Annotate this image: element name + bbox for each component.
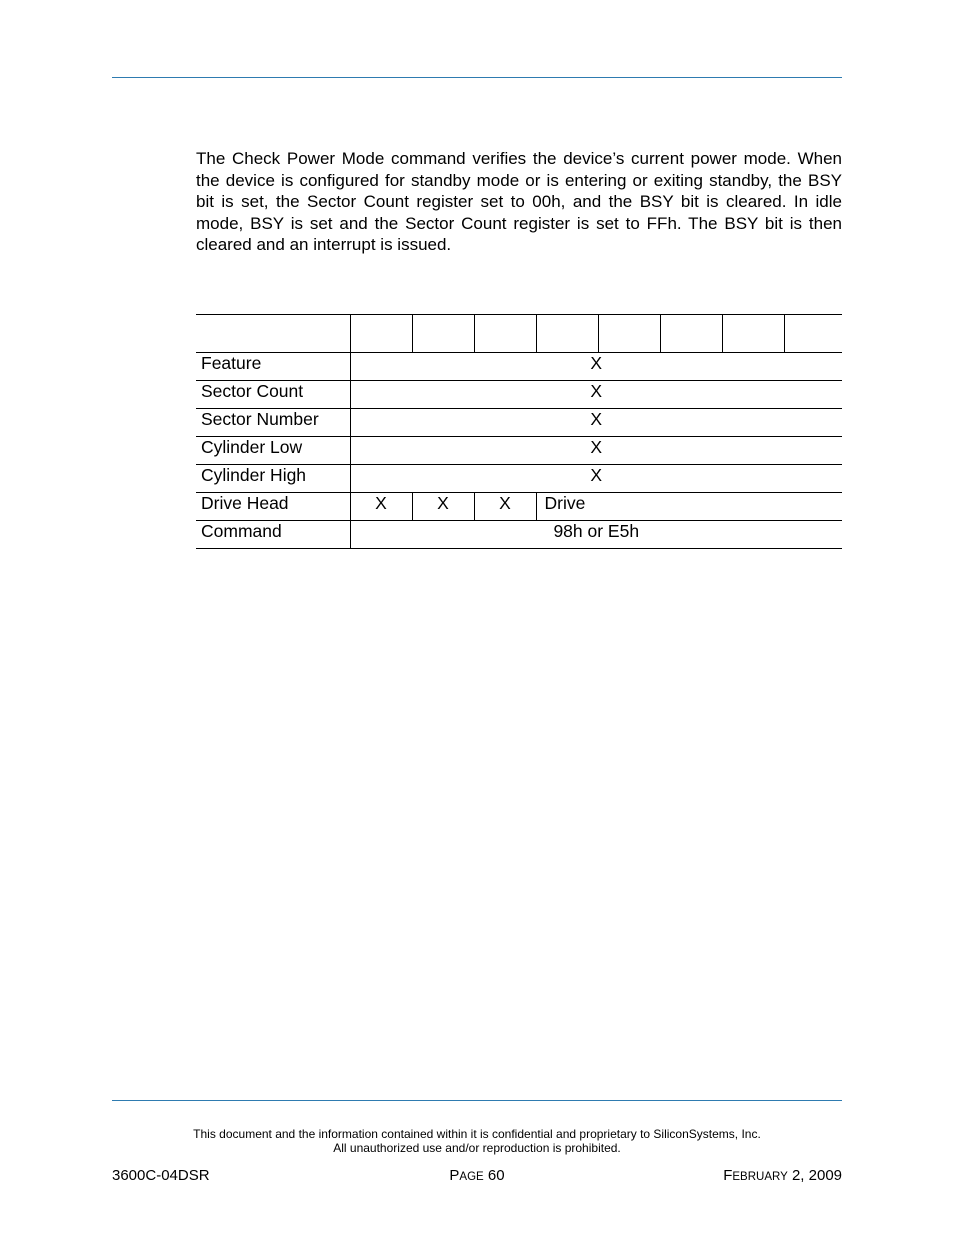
- confidentiality-line-1: This document and the information contained within it is confidential and proprietary to SiliconSystems, Inc.: [193, 1127, 761, 1141]
- footer-rule: [112, 1100, 842, 1101]
- row-value: X: [350, 409, 842, 437]
- date-month-rest: EBRUARY: [732, 1171, 788, 1183]
- table-row-command: [196, 521, 842, 549]
- header-rule: [112, 77, 842, 78]
- drive-head-bit6: X: [412, 493, 474, 521]
- header-cell-bit3: [598, 315, 660, 353]
- date-tail: 2, 2009: [791, 1167, 842, 1184]
- confidentiality-line-2: All unauthorized use and/or reproduction is prohibited.: [333, 1140, 621, 1155]
- confidentiality-notice: [0, 1128, 954, 1155]
- row-value: X: [350, 437, 842, 465]
- header-cell-bit1: [722, 315, 784, 353]
- row-label: Feature: [196, 353, 350, 381]
- page-label-cap: P: [449, 1167, 460, 1184]
- drive-head-bit7: X: [350, 493, 412, 521]
- row-value: X: [350, 353, 842, 381]
- row-label: Cylinder High: [196, 465, 350, 493]
- header-cell-bit2: [660, 315, 722, 353]
- body-paragraph: The Check Power Mode command verifies the device’s current power mode. When the device is configured for standby mode or is entering or exiting standby, the BSY bit is set, the Sector Count register set to 00h, and the BSY bit is cleared. In idle mode, BSY is set and the Sector Count register is set to FFh. The BSY bit is then cleared and an interrupt is issued.: [196, 149, 842, 254]
- register-table: [196, 314, 842, 549]
- table-row-drive-head: [196, 493, 842, 521]
- page-label-rest: AGE: [459, 1171, 484, 1183]
- header-cell-bit6: [412, 315, 474, 353]
- row-value: X: [350, 465, 842, 493]
- header-cell-bit7: [350, 315, 412, 353]
- header-cell-bit0: [784, 315, 842, 353]
- header-cell-register: [196, 315, 350, 353]
- table-row: [196, 465, 842, 493]
- row-label: Command: [196, 521, 350, 549]
- table-row: [196, 353, 842, 381]
- row-label: Sector Count: [196, 381, 350, 409]
- table-row: [196, 381, 842, 409]
- drive-head-drive: Drive: [536, 493, 842, 521]
- table-row: [196, 437, 842, 465]
- drive-head-bit5: X: [474, 493, 536, 521]
- document-date: [723, 1167, 842, 1184]
- row-label: Sector Number: [196, 409, 350, 437]
- header-cell-bit4: [536, 315, 598, 353]
- row-label: Drive Head: [196, 493, 350, 521]
- page-number-value: 60: [487, 1167, 505, 1184]
- command-value: 98h or E5h: [350, 521, 842, 549]
- document-number: 3600C-04DSR: [112, 1167, 210, 1184]
- header-cell-bit5: [474, 315, 536, 353]
- date-cap: F: [723, 1167, 733, 1184]
- row-value: X: [350, 381, 842, 409]
- table-header-row: [196, 315, 842, 353]
- table-row: [196, 409, 842, 437]
- row-label: Cylinder Low: [196, 437, 350, 465]
